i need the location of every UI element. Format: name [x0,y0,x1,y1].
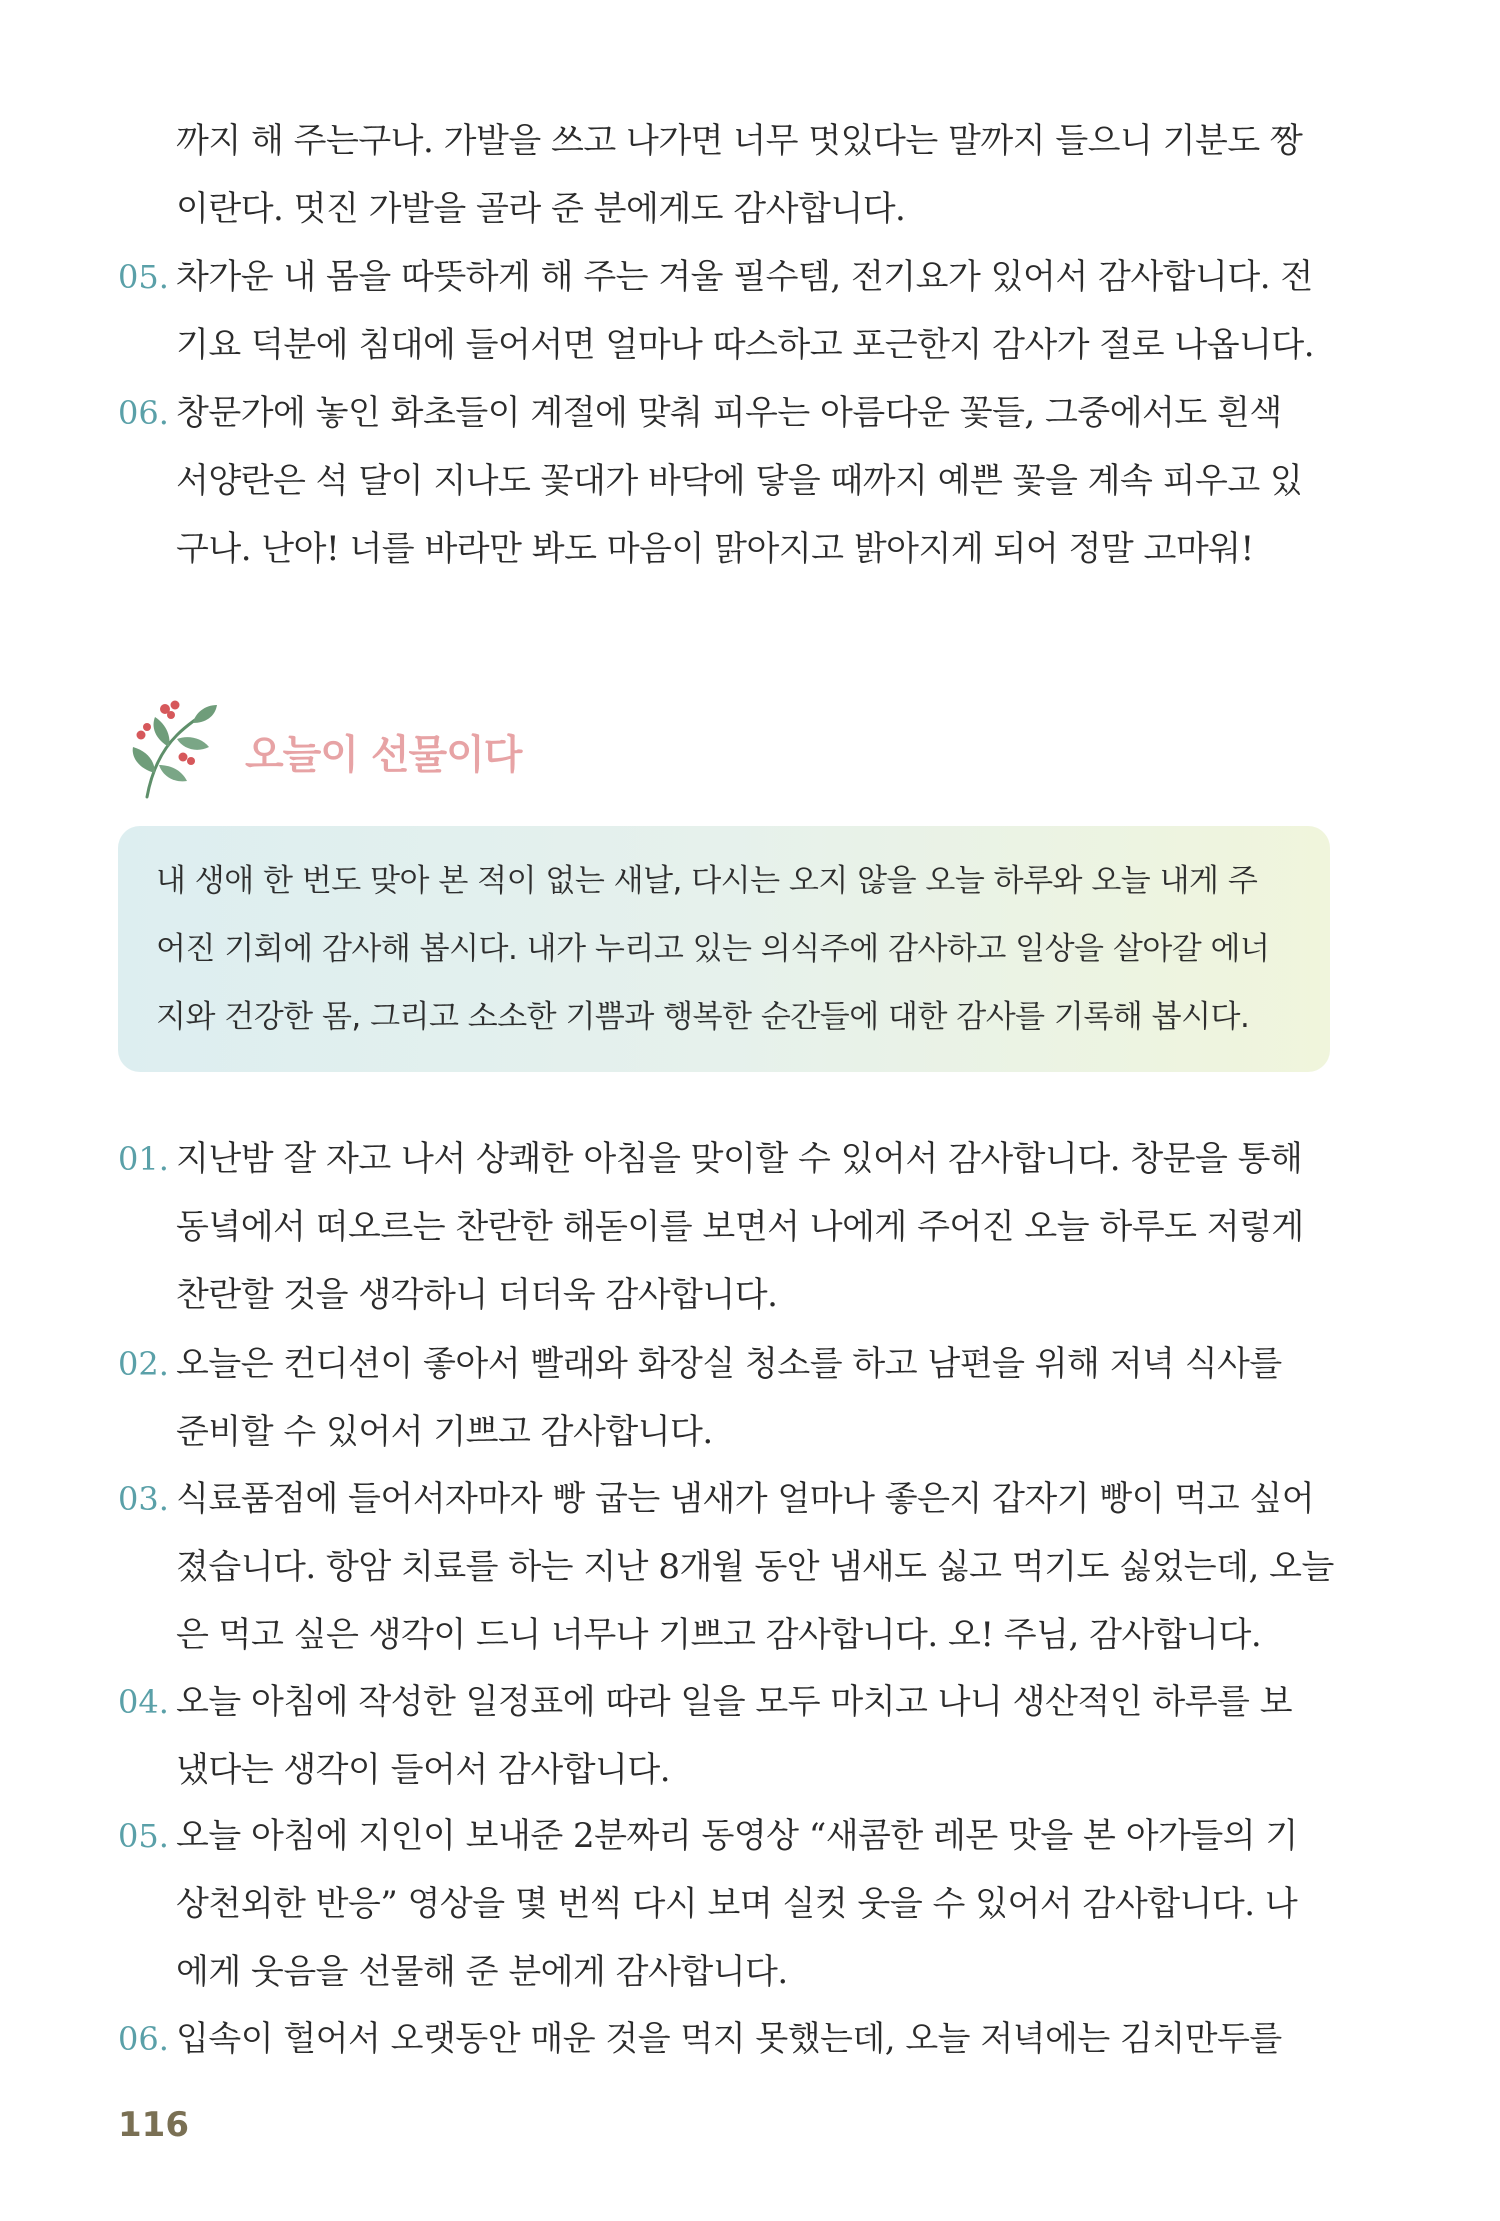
text-line: 기요 덕분에 침대에 들어서면 얼마나 따스하고 포근한지 감사가 절로 나옵니다. [176,325,1315,365]
text-line: 까지 해 주는구나. 가발을 쓰고 나가면 너무 멋있다는 말까지 들으니 기분도 짱 [176,121,1303,161]
list-item [118,379,1333,583]
text-line: 지난밤 잘 자고 나서 상쾌한 아침을 맞이할 수 있어서 감사합니다. 창문을 통해 [176,1139,1303,1179]
text-line: 상천외한 반응” 영상을 몇 번씩 다시 보며 실컷 웃을 수 있어서 감사합니다. 나 [176,1884,1298,1924]
item-number: 04. [118,1683,169,1721]
text-line: 준비할 수 있어서 기쁘고 감사합니다. [176,1412,713,1452]
list-item [118,243,1333,379]
item-number: 06. [118,2020,169,2058]
holly-branch-icon [125,695,225,805]
text-line: 에게 웃음을 선물해 준 분에게 감사합니다. [176,1952,788,1992]
intro-text-line: 어진 기회에 감사해 봅시다. 내가 누리고 있는 의식주에 감사하고 일상을 살아갈 에너 [156,931,1270,967]
item-number: 03. [118,1480,169,1518]
section-heading [125,695,725,805]
intro-text-line: 지와 건강한 몸, 그리고 소소한 기쁨과 행복한 순간들에 대한 감사를 기록해 봅시다. [156,999,1250,1035]
text-line: 식료품점에 들어서자마자 빵 굽는 냄새가 얼마나 좋은지 갑자기 빵이 먹고 싶어 [176,1479,1315,1519]
continued-paragraph [176,107,1333,243]
list-item [118,2005,1333,2073]
page-number: 116 [118,2105,189,2145]
item-number: 05. [118,1817,169,1855]
text-line: 동녘에서 떠오르는 찬란한 해돋이를 보면서 나에게 주어진 오늘 하루도 저렇게 [176,1207,1304,1247]
text-line: 창문가에 놓인 화초들이 계절에 맞춰 피우는 아름다운 꽃들, 그중에서도 흰색 [176,393,1282,433]
item-number: 02. [118,1345,169,1383]
text-line: 오늘 아침에 작성한 일정표에 따라 일을 모두 마치고 나니 생산적인 하루를 보 [176,1682,1293,1722]
text-line: 이란다. 멋진 가발을 골라 준 분에게도 감사합니다. [176,189,906,229]
text-line: 차가운 내 몸을 따뜻하게 해 주는 겨울 필수템, 전기요가 있어서 감사합니다. 전 [176,257,1313,297]
text-line: 서양란은 석 달이 지나도 꽃대가 바닥에 닿을 때까지 예쁜 꽃을 계속 피우고 있 [176,461,1303,501]
list-item [118,1668,1333,1804]
text-line: 입속이 헐어서 오랫동안 매운 것을 먹지 못했는데, 오늘 저녁에는 김치만두를 [176,2019,1282,2059]
text-line: 졌습니다. 항암 치료를 하는 지난 8개월 동안 냄새도 싫고 먹기도 싫었는데, 오늘 [176,1547,1334,1587]
list-item [118,1125,1333,1329]
list-item [118,1465,1333,1669]
intro-callout-box [118,826,1330,1072]
text-line: 찬란할 것을 생각하니 더더욱 감사합니다. [176,1275,778,1315]
text-line: 냈다는 생각이 들어서 감사합니다. [176,1750,671,1790]
text-line: 은 먹고 싶은 생각이 드니 너무나 기쁘고 감사합니다. 오! 주님, 감사합니다. [176,1615,1262,1655]
list-item [118,1330,1333,1466]
section-title: 오늘이 선물이다 [245,732,522,778]
item-number: 01. [118,1140,169,1178]
text-line: 오늘 아침에 지인이 보내준 2분짜리 동영상 “새콤한 레몬 맛을 본 아가들의 기 [176,1816,1298,1856]
item-number: 05. [118,258,169,296]
item-number: 06. [118,394,169,432]
intro-text-line: 내 생애 한 번도 맞아 본 적이 없는 새날, 다시는 오지 않을 오늘 하루와 오늘 내게 주 [156,863,1258,899]
text-line: 구나. 난아! 너를 바라만 봐도 마음이 맑아지고 밝아지게 되어 정말 고마워! [176,529,1254,569]
text-line: 오늘은 컨디션이 좋아서 빨래와 화장실 청소를 하고 남편을 위해 저녁 식사를 [176,1344,1282,1384]
list-item [118,1802,1333,2006]
